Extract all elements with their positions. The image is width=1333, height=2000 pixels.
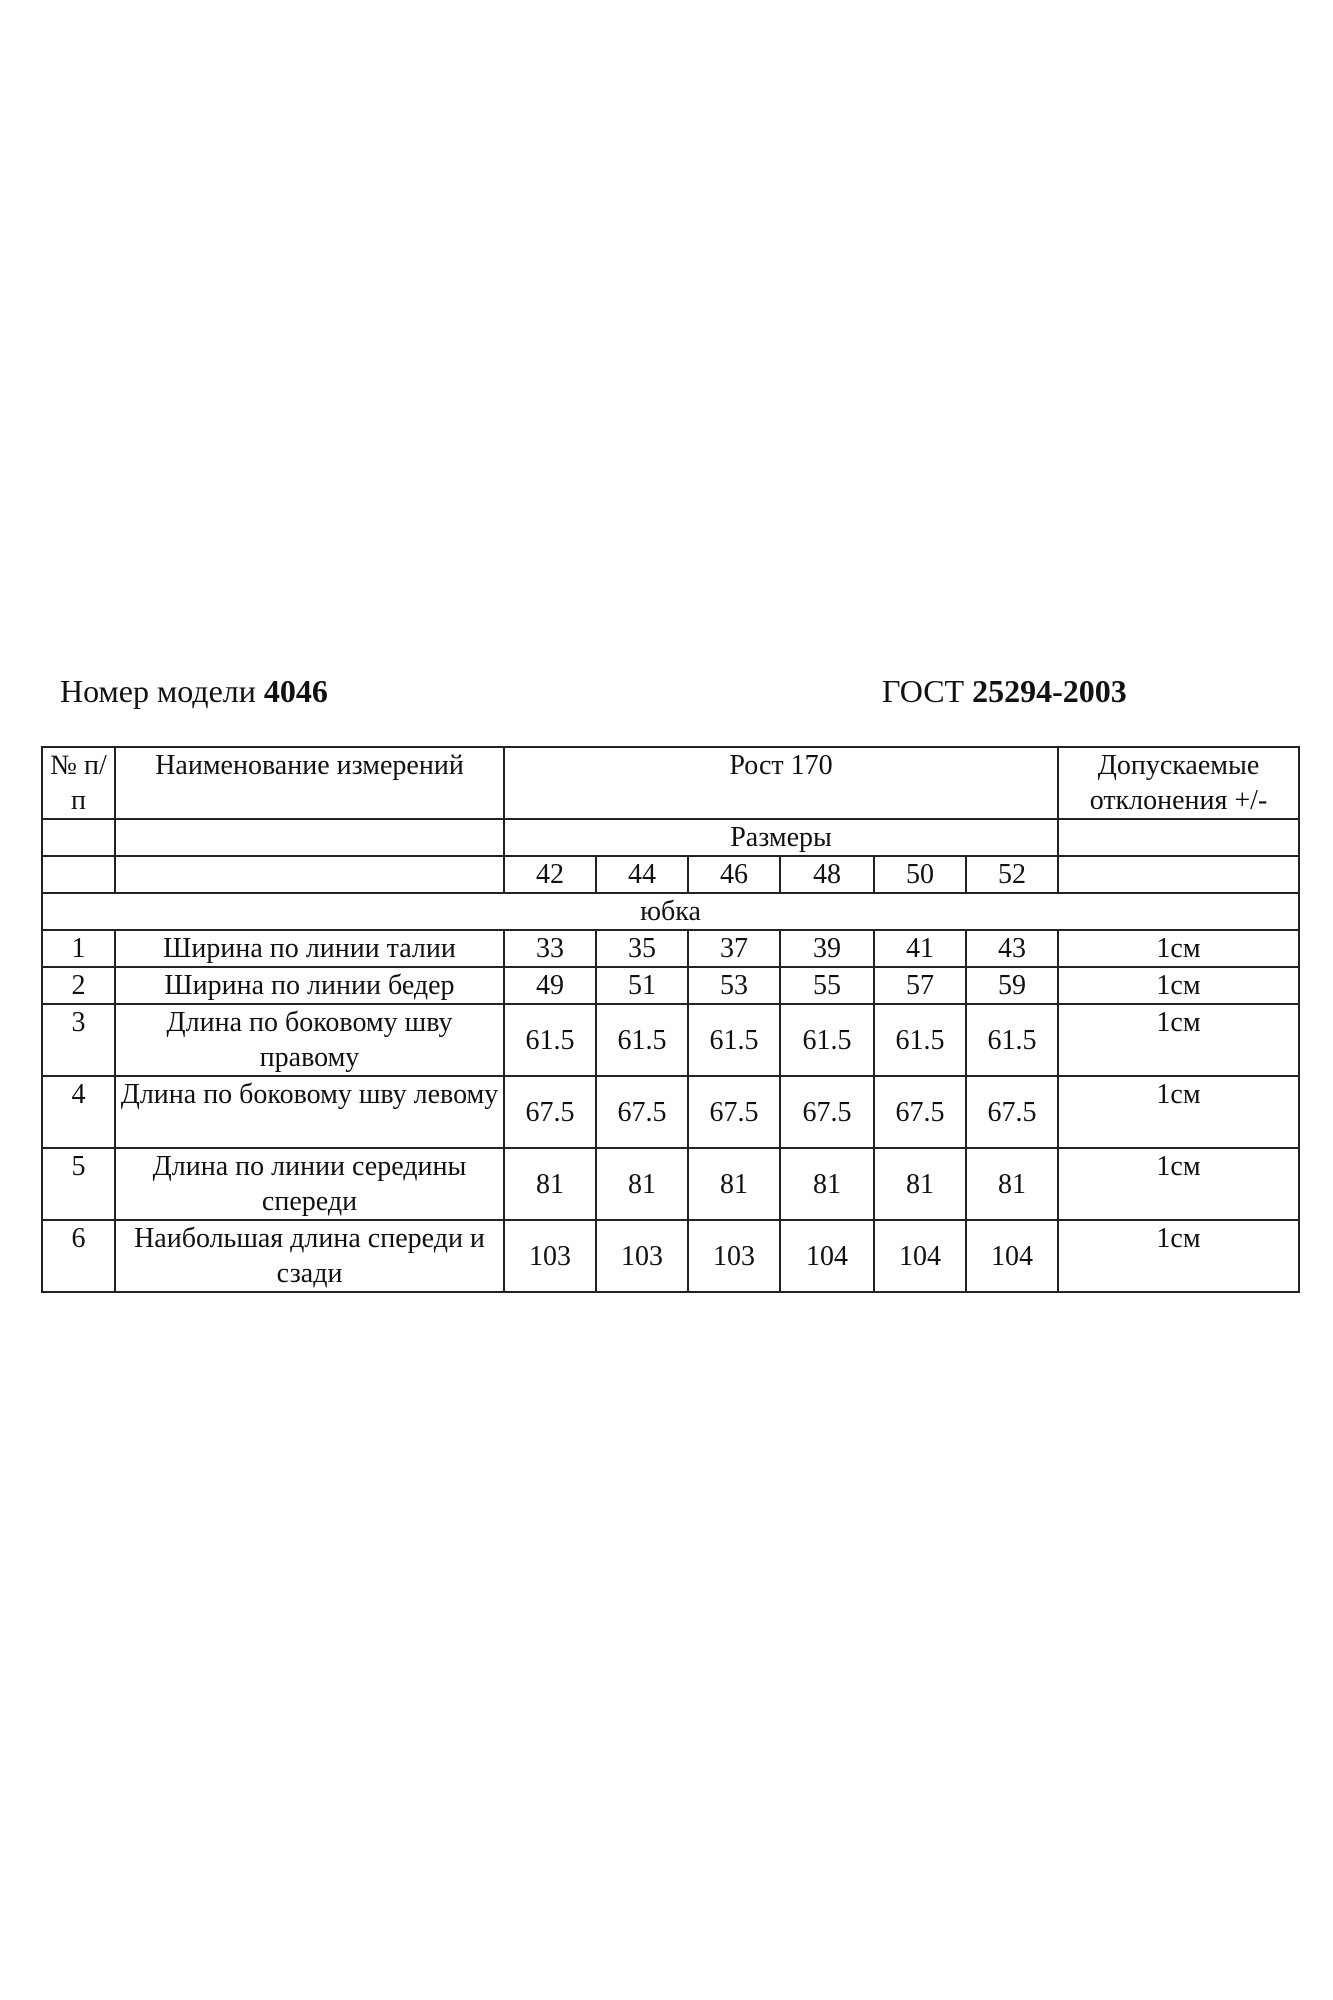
- size-chart-table: [41, 746, 1300, 1293]
- table-header-row: [42, 747, 1299, 819]
- row-value: 43: [966, 930, 1058, 967]
- row-name: Ширина по линии талии: [115, 930, 504, 967]
- row-tolerance: 1см: [1058, 1148, 1299, 1220]
- header-num: № п/п: [42, 747, 115, 819]
- header-measurement-name: Наименование измерений: [115, 747, 504, 819]
- empty-cell: [115, 856, 504, 893]
- row-num: 1: [42, 930, 115, 967]
- row-value: 67.5: [966, 1076, 1058, 1148]
- row-value: 67.5: [596, 1076, 688, 1148]
- header-tolerance: Допускаемые отклонения +/-: [1058, 747, 1299, 819]
- row-num: 5: [42, 1148, 115, 1220]
- table-row: [42, 1148, 1299, 1220]
- row-num: 3: [42, 1004, 115, 1076]
- sizes-label-row: [42, 819, 1299, 856]
- gost-line: [882, 668, 1127, 714]
- row-value: 104: [780, 1220, 874, 1292]
- row-value: 104: [966, 1220, 1058, 1292]
- row-value: 39: [780, 930, 874, 967]
- table-row: [42, 1076, 1299, 1148]
- row-value: 81: [688, 1148, 780, 1220]
- row-value: 61.5: [596, 1004, 688, 1076]
- row-value: 81: [504, 1148, 596, 1220]
- row-value: 81: [874, 1148, 966, 1220]
- row-value: 37: [688, 930, 780, 967]
- size-cell: 52: [966, 856, 1058, 893]
- table-row: [42, 930, 1299, 967]
- row-value: 103: [596, 1220, 688, 1292]
- empty-cell: [115, 819, 504, 856]
- sizes-label: Размеры: [504, 819, 1058, 856]
- row-name: Наибольшая длина спереди и сзади: [115, 1220, 504, 1292]
- document-header: [60, 668, 1160, 714]
- row-tolerance: 1см: [1058, 967, 1299, 1004]
- size-cell: 42: [504, 856, 596, 893]
- row-num: 4: [42, 1076, 115, 1148]
- row-value: 61.5: [874, 1004, 966, 1076]
- row-value: 67.5: [874, 1076, 966, 1148]
- row-value: 67.5: [688, 1076, 780, 1148]
- row-value: 35: [596, 930, 688, 967]
- row-name: Ширина по линии бедер: [115, 967, 504, 1004]
- model-number: 4046: [263, 673, 328, 709]
- row-value: 49: [504, 967, 596, 1004]
- row-tolerance: 1см: [1058, 1076, 1299, 1148]
- model-label: Номер модели: [60, 673, 264, 709]
- gost-label: ГОСТ: [882, 673, 973, 709]
- row-value: 55: [780, 967, 874, 1004]
- header-height: Рост 170: [504, 747, 1058, 819]
- row-value: 59: [966, 967, 1058, 1004]
- row-tolerance: 1см: [1058, 1220, 1299, 1292]
- table-row: [42, 1220, 1299, 1292]
- size-cell: 48: [780, 856, 874, 893]
- sizes-row: [42, 856, 1299, 893]
- empty-cell: [1058, 856, 1299, 893]
- row-value: 61.5: [688, 1004, 780, 1076]
- row-value: 33: [504, 930, 596, 967]
- row-value: 81: [966, 1148, 1058, 1220]
- empty-cell: [42, 819, 115, 856]
- table-row: [42, 1004, 1299, 1076]
- gost-number: 25294-2003: [972, 673, 1127, 709]
- model-number-line: [60, 668, 328, 714]
- size-cell: 46: [688, 856, 780, 893]
- row-value: 81: [596, 1148, 688, 1220]
- row-name: Длина по боковому шву левому: [115, 1076, 504, 1148]
- row-value: 67.5: [504, 1076, 596, 1148]
- section-row: [42, 893, 1299, 930]
- empty-cell: [1058, 819, 1299, 856]
- row-value: 103: [688, 1220, 780, 1292]
- empty-cell: [42, 856, 115, 893]
- row-value: 104: [874, 1220, 966, 1292]
- row-value: 61.5: [780, 1004, 874, 1076]
- row-value: 67.5: [780, 1076, 874, 1148]
- row-value: 81: [780, 1148, 874, 1220]
- row-tolerance: 1см: [1058, 1004, 1299, 1076]
- row-name: Длина по линии середины спереди: [115, 1148, 504, 1220]
- section-label: юбка: [42, 893, 1299, 930]
- table-row: [42, 967, 1299, 1004]
- row-value: 41: [874, 930, 966, 967]
- row-value: 57: [874, 967, 966, 1004]
- row-value: 103: [504, 1220, 596, 1292]
- size-cell: 50: [874, 856, 966, 893]
- row-value: 61.5: [504, 1004, 596, 1076]
- row-tolerance: 1см: [1058, 930, 1299, 967]
- row-value: 51: [596, 967, 688, 1004]
- row-num: 6: [42, 1220, 115, 1292]
- size-cell: 44: [596, 856, 688, 893]
- row-name: Длина по боковому шву правому: [115, 1004, 504, 1076]
- row-num: 2: [42, 967, 115, 1004]
- row-value: 53: [688, 967, 780, 1004]
- row-value: 61.5: [966, 1004, 1058, 1076]
